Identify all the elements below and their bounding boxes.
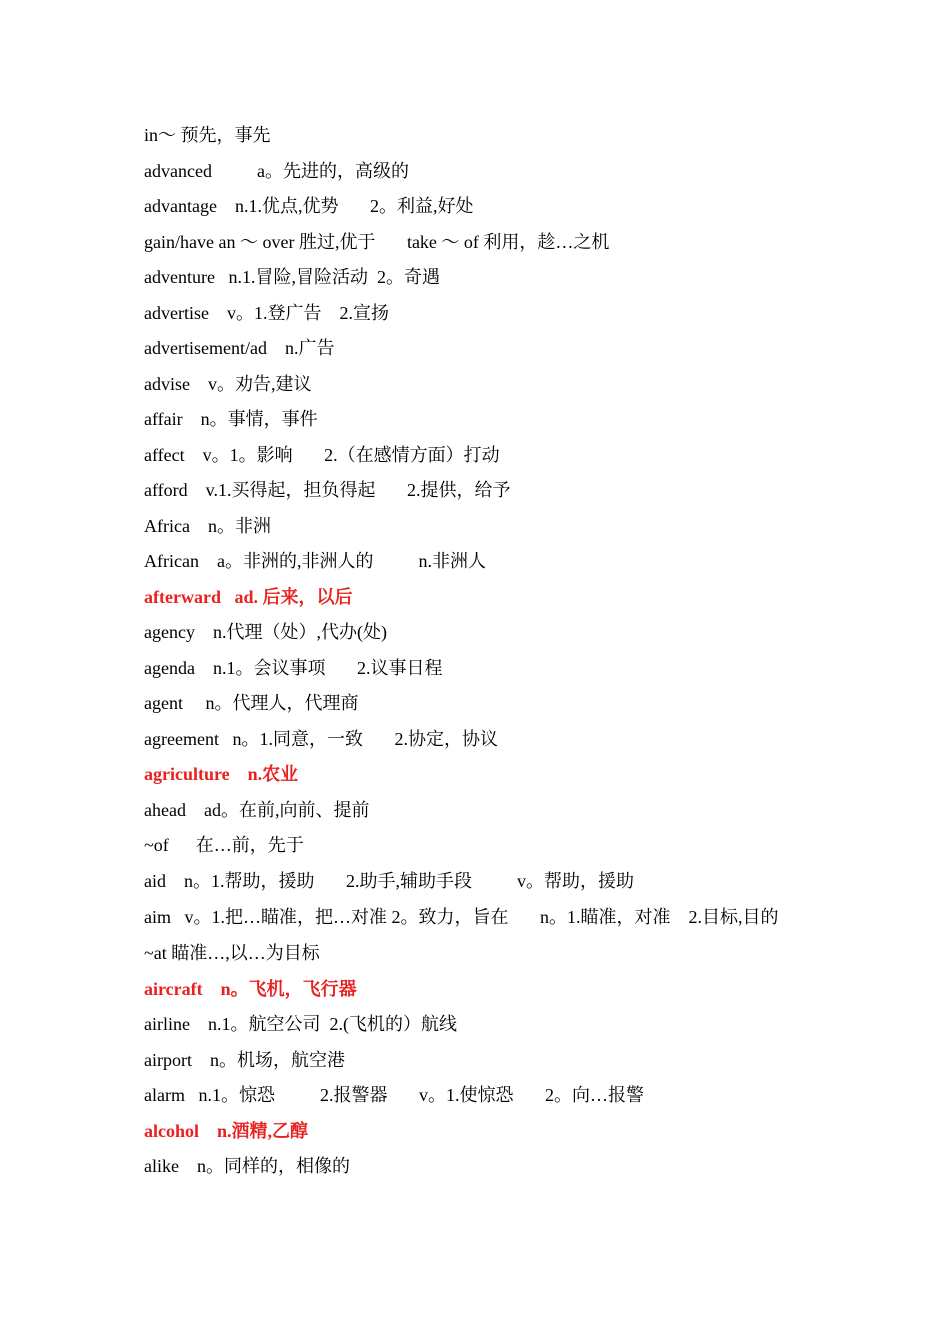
vocab-entry: affair n。事情，事件 <box>144 409 318 429</box>
vocab-entry: ahead ad。在前,向前、提前 <box>144 799 370 820</box>
vocab-entry: aim v。1.把…瞄准，把…对准 2。致力，旨在 n。1.瞄准，对准 2.目标,目的 <box>144 907 779 927</box>
vocab-entry: agenda n.1。会议事项 2.议事日程 <box>144 657 443 678</box>
vocab-entry: Africa n。非洲 <box>144 515 271 536</box>
vocab-entry: alike n。同样的，相像的 <box>144 1156 350 1176</box>
vocab-entry: alarm n.1。惊恐 2.报警器 v。1.使惊恐 2。向…报警 <box>144 1085 644 1105</box>
vocab-entry: African a。非洲的,非洲人的 n.非洲人 <box>144 551 486 571</box>
vocab-entry: afford v.1.买得起，担负得起 2.提供，给予 <box>144 480 511 500</box>
vocab-entry: adventure n.1.冒险,冒险活动 2。奇遇 <box>144 267 440 287</box>
vocab-entry: airport n。机场，航空港 <box>144 1049 345 1070</box>
vocab-entry: advertisement/ad n.广告 <box>144 338 335 358</box>
vocab-entry-highlighted: aircraft n。飞机，飞行器 <box>144 978 357 999</box>
vocab-entry: ~at 瞄准…,以…为目标 <box>144 943 320 963</box>
vocab-entry-highlighted: afterward ad. 后来，以后 <box>144 586 353 607</box>
vocab-entry: agreement n。1.同意，一致 2.协定，协议 <box>144 728 498 749</box>
vocab-entry: airline n.1。航空公司 2.(飞机的）航线 <box>144 1014 457 1034</box>
vocab-entry: in～ 预先，事先 <box>144 125 271 145</box>
vocab-entry: aid n。1.帮助，援助 2.助手,辅助手段 v。帮助，援助 <box>144 870 634 891</box>
vocab-entry: affect v。1。影响 2.（在感情方面）打动 <box>144 444 500 465</box>
vocab-entry: agent n。代理人，代理商 <box>144 693 359 713</box>
vocab-entry: advanced a。先进的，高级的 <box>144 160 409 181</box>
vocab-entry-highlighted: agriculture n.农业 <box>144 764 299 784</box>
vocab-entry: advertise v。1.登广告 2.宣扬 <box>144 302 389 323</box>
document-page <box>144 118 814 1185</box>
vocab-entry-highlighted: alcohol n.酒精,乙醇 <box>144 1120 309 1141</box>
vocab-entry: ~of 在…前，先于 <box>144 835 304 855</box>
vocab-entry: advantage n.1.优点,优势 2。利益,好处 <box>144 196 474 216</box>
vocab-entry: advise v。劝告,建议 <box>144 373 312 394</box>
vocab-entry: agency n.代理（处）,代办(处) <box>144 622 387 642</box>
vocab-entry: gain/have an ～ over 胜过,优于 take ～ of 利用，趁…之机 <box>144 231 610 252</box>
